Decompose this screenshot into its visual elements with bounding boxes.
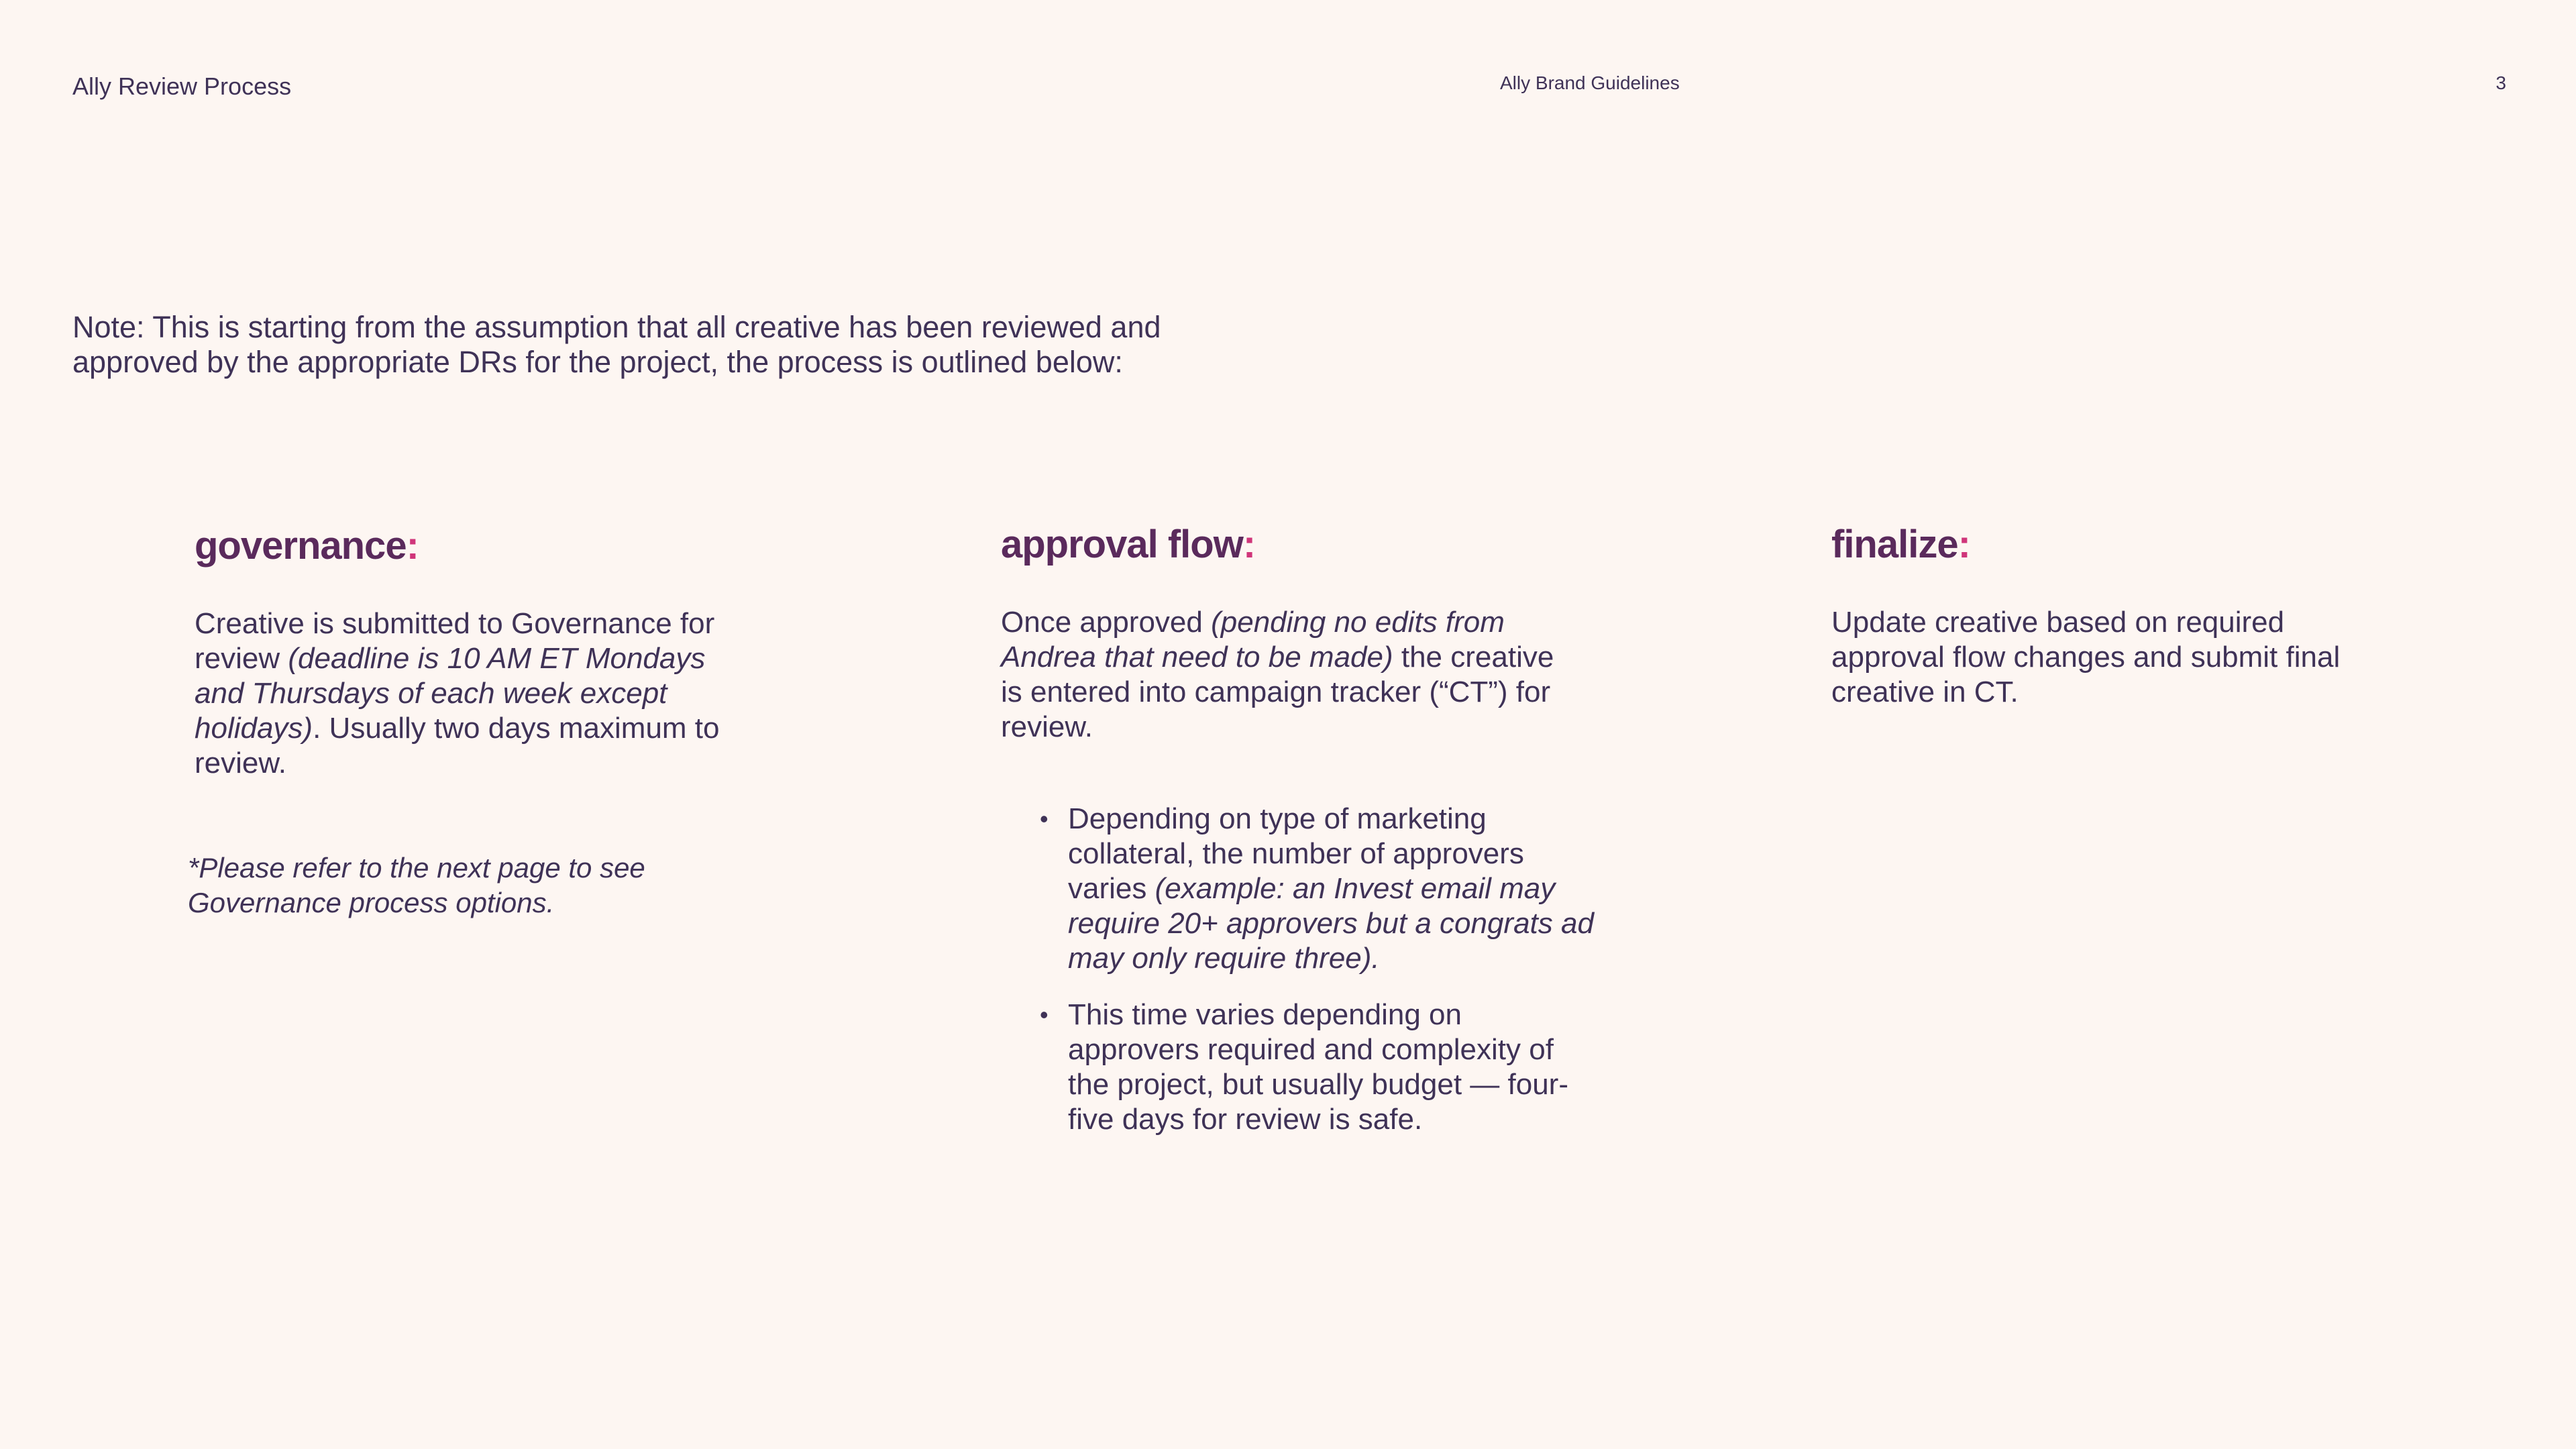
approval-flow-heading-text: approval flow (1001, 523, 1243, 566)
governance-body (195, 606, 751, 781)
approval-flow-body (1001, 605, 1578, 745)
approval-flow-bullet-list (1040, 802, 1597, 1159)
approval-flow-heading (1001, 522, 1255, 567)
governance-body-italic: (deadline is 10 AM ET Mondays and Thursdays of each week except holidays) (195, 642, 706, 745)
finalize-heading (1831, 522, 1970, 567)
approval-flow-body-italic: (pending no edits from Andrea that need to be made) (1001, 606, 1505, 674)
bullet-dot: • (1040, 805, 1049, 833)
approval-flow-heading-colon: : (1242, 523, 1256, 566)
governance-body-text-1: Creative is submitted to Governance for review (195, 607, 715, 675)
governance-heading-text: governance (195, 524, 407, 568)
approval-flow-body-text-1: Once approved (1001, 606, 1212, 639)
bullet-text: Depending on type of marketing collateral, the number of approvers varies (1068, 802, 1524, 905)
finalize-heading-text: finalize (1831, 523, 1958, 566)
bullet-italic-text: (example: an Invest email may require 20+ approvers but a congrats ad may only require three). (1068, 872, 1594, 975)
finalize-heading-colon: : (1957, 523, 1970, 566)
intro-note: Note: This is starting from the assumption that all creative has been reviewed and approved by the appropriate DRs for the project, the process is outlined below: (72, 310, 1161, 379)
governance-body-text-2: . Usually two days maximum to review. (195, 712, 720, 780)
list-item (1040, 998, 1597, 1137)
approval-flow-body-text-2: the creative is entered into campaign tracker (“CT”) for review. (1001, 641, 1554, 743)
header-document-title: Ally Brand Guidelines (1500, 72, 1680, 93)
list-item (1040, 802, 1597, 976)
governance-heading-colon: : (406, 524, 419, 568)
bullet-text: This time varies depending on approvers required and complexity of the project, but usually budget — four-five days for review is safe. (1068, 998, 1568, 1136)
page-number: 3 (2496, 72, 2506, 93)
header-section-title: Ally Review Process (72, 72, 292, 100)
governance-footnote: *Please refer to the next page to see Governance process options. (188, 852, 645, 918)
bullet-dot: • (1040, 1001, 1049, 1028)
governance-heading (195, 523, 419, 568)
finalize-body: Update creative based on required approval flow changes and submit final creative in CT. (1831, 606, 2341, 708)
